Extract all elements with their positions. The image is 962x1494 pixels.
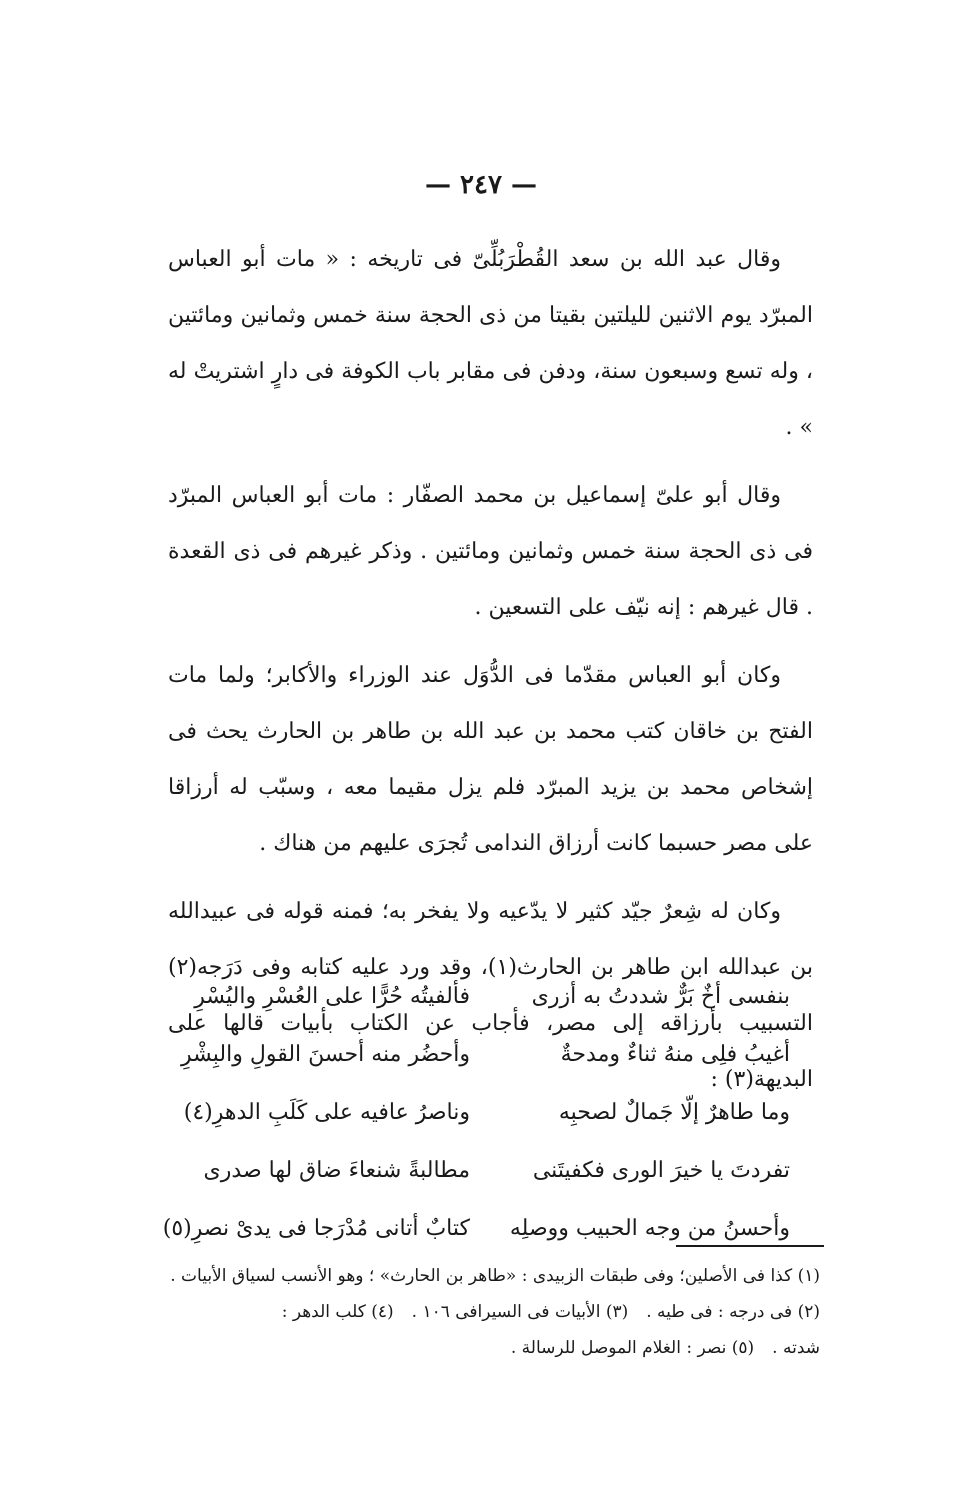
footnote-line [160, 1258, 820, 1294]
footnote-4-continued: شدته . [772, 1338, 820, 1358]
footnote-line [160, 1294, 820, 1330]
verse-first-hemistich: وما طاهرٌ إلّا جَمالٌ لصحبِه [558, 1100, 790, 1125]
verse-first-hemistich: أغيبُ فلِى منهُ ثناءٌ ومدحةٌ [560, 1042, 790, 1067]
paragraph-text: وقال أبو علىّ إسماعيل بن محمد الصفّار : مات أبو العباس المبرّد فى ذى الحجة سنة خمس وثمانين ومائتين . وذكر غيرهم فى ذى القعدة . قال غيرهم : إنه نيّف على التسعين . [168, 483, 813, 620]
verse-line [181, 1026, 790, 1084]
verse-line [190, 1142, 790, 1200]
footnote-1: (١) كذا فى الأصلين؛ وفى طبقات الزبيدى : «طاهر بن الحارث» ؛ وهو الأنسب لسياق الأبيات . [170, 1266, 820, 1286]
footnote-2: (٢) فى درجه : فى طيه . [646, 1302, 820, 1322]
paragraph-death-report-qutrubulli [168, 232, 813, 456]
verse-first-hemistich: وأحسنُ من وجه الحبيب ووصلِه [509, 1216, 790, 1241]
verse-second-hemistich: كتابٌ أتانى مُدْرَجا فى يدىْ نصرِ(٥) [162, 1216, 470, 1241]
verse-second-hemistich: وناصرُ عافيه على كَلَبِ الدهرِ(٤) [183, 1100, 470, 1125]
paragraph-text: وكان له شِعرٌ جيّد كثير لا يدّعيه ولا يفخر به؛ فمنه قوله فى عبيدالله بن عبدالله ابن طاهر بن الحارث(١)، وقد ورد عليه كتابه وفى دَرَجه(٢) التسبيب بأرزاقه إلى مصر، فأجاب عن الكتاب بأبيات قالها على البديهة(٣) : [168, 899, 813, 1092]
verse-line [162, 1200, 790, 1258]
footnote-3: (٣) الأبيات فى السيرافى ١٠٦ . [411, 1302, 629, 1322]
footnote-separator [676, 1245, 824, 1247]
footnote-4: (٤) كلب الدهر : [281, 1302, 394, 1322]
poem [162, 968, 790, 1258]
paragraph-text: وقال عبد الله بن سعد القُطْرَبُلِّىّ فى تاريخه : « مات أبو العباس المبرّد يوم الاثنين لليلتين بقيتا من ذى الحجة سنة خمس وثمانين ومائتين ، وله تسع وسبعون سنة، ودفن فى مقابر باب الكوفة فى دارٍ اشتريتْ له » . [168, 247, 813, 440]
footnote-5: (٥) نصر : الغلام الموصل للرسالة . [510, 1338, 755, 1358]
verse-second-hemistich: فألفيتُه حُرًّا على العُسْرِ واليُسْرِ [194, 984, 470, 1009]
footnote-line [160, 1330, 820, 1366]
verse-second-hemistich: مطالبةً شنعاءَ ضاق لها صدرى [203, 1158, 470, 1183]
paragraph-status-with-viziers [168, 648, 813, 872]
paragraph-text: وكان أبو العباس مقدّما فى الدُّوَل عند الوزراء والأكابر؛ ولما مات الفتح بن خاقان كتب محمد بن عبد الله بن طاهر بن الحارث يحث فى إشخاص محمد بن يزيد المبرّد فلم يزل مقيما معه ، وسبّب له أرزاقا على مصر حسبما كانت أرزاق الندامى تُجرَى عليهم من هناك . [168, 663, 813, 856]
verse-first-hemistich: تفردتَ يا خيرَ الورى فكفيتَنى [532, 1158, 790, 1183]
verse-second-hemistich: وأحضُر منه أحسنَ القولِ والبِشْرِ [181, 1042, 470, 1067]
footnotes [160, 1258, 820, 1366]
paragraph-death-report-saffar [168, 468, 813, 636]
verse-line [183, 1084, 790, 1142]
page-number: — ٢٤٧ — [424, 170, 538, 200]
verse-line [190, 968, 790, 1026]
verse-first-hemistich: بنفسى أخٌ بَرٌّ شددتُ به أزرى [531, 984, 790, 1009]
